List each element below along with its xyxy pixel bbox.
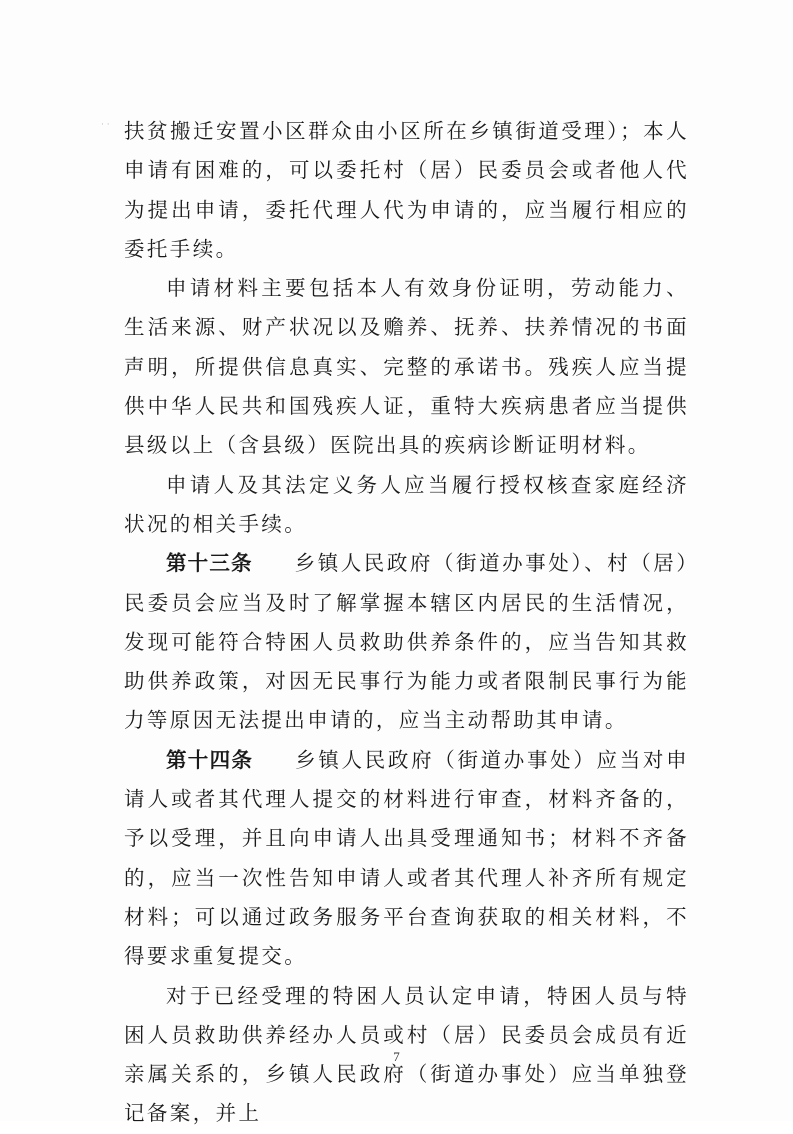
article-14-label: 第十四条 (166, 747, 254, 772)
article-13 (124, 544, 689, 740)
paragraph-text: 申请材料主要包括本人有效身份证明，劳动能力、生活来源、财产状况以及赡养、抚养、扶养情况的书面声明，所提供信息真实、完整的承诺书。残疾人应当提供中华人民共和国残疾人证，重特大疾病患者应当提供县级以上（含县级）医院出具的疾病诊断证明材料。 (124, 276, 689, 458)
article-13-label: 第十三条 (166, 551, 253, 576)
document-body (124, 112, 689, 1134)
page-number: 7 (393, 1049, 400, 1064)
article-14 (124, 741, 689, 977)
paragraph-text: 对于已经受理的特困人员认定申请，特困人员与特困人员救助供养经办人员或村（居）民委员会成员有近亲属关系的，乡镇人民政府（街道办事处）应当单独登记备案，并上 (124, 983, 689, 1126)
paragraph-application-materials (124, 269, 689, 465)
paragraph-continued (124, 112, 689, 269)
paragraph-text: 申请人及其法定义务人应当履行授权核查家庭经济状况的相关手续。 (124, 472, 689, 536)
article-13-text: 乡镇人民政府（街道办事处）、村（居）民委员会应当及时了解掌握本辖区内居民的生活情况，发现可能符合特困人员救助供养条件的，应当告知其救助供养政策，对因无民事行为能力或者限制民事行为能力等原因无法提出申请的，应当主动帮助其申请。 (124, 551, 689, 733)
paragraph-text: 扶贫搬迁安置小区群众由小区所在乡镇街道受理）；本人申请有困难的，可以委托村（居）民委员会或者他人代为提出申请，委托代理人代为申请的，应当履行相应的委托手续。 (124, 119, 689, 261)
paragraph-authorization (124, 466, 689, 545)
article-14-text: 乡镇人民政府（街道办事处）应当对申请人或者其代理人提交的材料进行审查，材料齐备的，予以受理，并且向申请人出具受理通知书；材料不齐备的，应当一次性告知申请人或者其代理人补齐所有规定材料；可以通过政务服务平台查询获取的相关材料，不得要求重复提交。 (124, 747, 689, 969)
scan-artifact-mark: · · (101, 120, 110, 130)
